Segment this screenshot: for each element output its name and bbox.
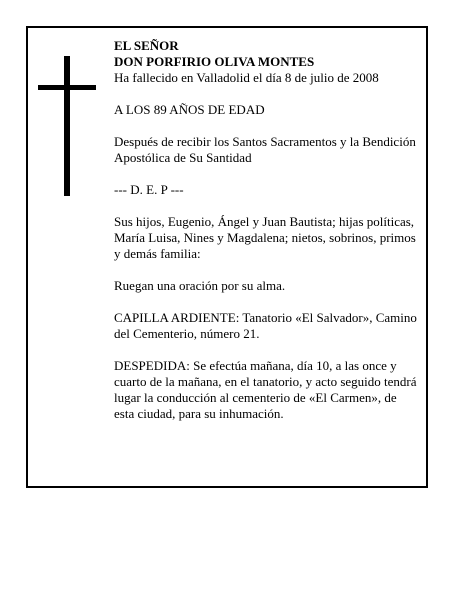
rip-line: --- D. E. P --- xyxy=(114,182,184,197)
family-line: Sus hijos, Eugenio, Ángel y Juan Bautista; hijas políticas, María Luisa, Nines y Magdalena; nietos, sobrinos, primos y demás familia: xyxy=(114,214,416,261)
age-line: A LOS 89 AÑOS DE EDAD xyxy=(114,102,265,117)
obituary-text xyxy=(114,38,418,438)
prayer-request: Ruegan una oración por su alma. xyxy=(114,278,286,293)
title-line-1: EL SEÑOR xyxy=(114,38,179,53)
chapel-info: CAPILLA ARDIENTE: Tanatorio «El Salvador», Camino del Cementerio, número 21. xyxy=(114,310,417,341)
death-notice: Ha fallecido en Valladolid el día 8 de julio de 2008 xyxy=(114,70,379,85)
cross-icon-vertical xyxy=(64,56,70,196)
deceased-name: DON PORFIRIO OLIVA MONTES xyxy=(114,54,315,69)
farewell-info: DESPEDIDA: Se efectúa mañana, día 10, a las once y cuarto de la mañana, en el tanatorio, y acto seguido tendrá lugar la conducción al cementerio de «El Carmen», de esta ciudad, para su inhumación. xyxy=(114,358,417,421)
sacraments-line: Después de recibir los Santos Sacramentos y la Bendición Apostólica de Su Santidad xyxy=(114,134,416,165)
cross-icon-horizontal xyxy=(38,85,96,90)
